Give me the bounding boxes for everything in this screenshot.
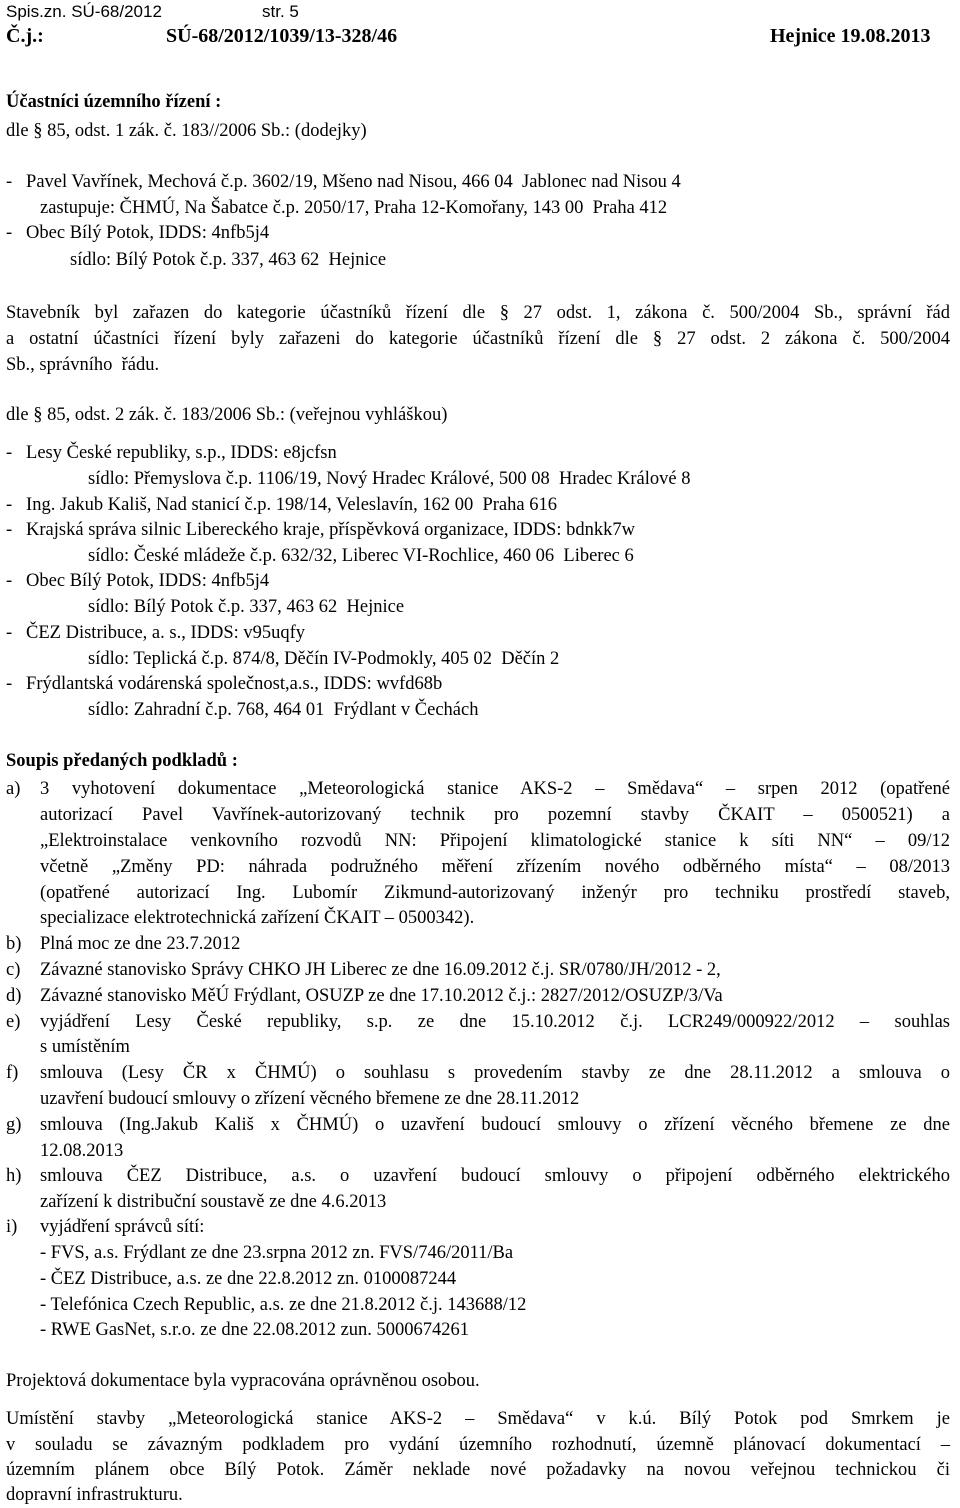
participant-line: - Frýdlantská vodárenská společnost,a.s., IDDS: wvfd68b: [6, 674, 443, 694]
item-line: - Telefónica Czech Republic, a.s. ze dne 21.8.2012 č.j. 143688/12: [40, 1295, 527, 1315]
participant-line: sídlo: Zahradní č.p. 768, 464 01 Frýdlant v Čechách: [88, 700, 479, 720]
participant-line: sídlo: Bílý Potok č.p. 337, 463 62 Hejnice: [88, 597, 405, 617]
item-line: smlouva (Ing.Jakub Kališ x ČHMÚ) o uzavření budoucí smlouvy o zřízení věcného břemene ze dne: [40, 1115, 950, 1135]
item-line: vyjádření správců sítí:: [40, 1217, 205, 1237]
item-label: c): [6, 960, 21, 980]
item-line: (opatřené autorizací Ing. Lubomír Zikmund-autorizovaný inženýr pro techniku prostředí staveb,: [40, 883, 950, 903]
reference-label: Č.j.:: [6, 25, 44, 47]
item-line: 3 vyhotovení dokumentace „Meteorologická stanice AKS-2 – Smědava“ – srpen 2012 (opatřené: [40, 779, 950, 799]
participant-line: zastupuje: ČHMÚ, Na Šabatce č.p. 2050/17, Praha 12-Komořany, 143 00 Praha 412: [40, 198, 668, 218]
item-line: s umístěním: [40, 1037, 130, 1057]
participant-line: - Pavel Vavřínek, Mechová č.p. 3602/19, Mšeno nad Nisou, 466 04 Jablonec nad Nisou 4: [6, 172, 681, 192]
umisteni-line: v souladu se závazným podkladem pro vydání územního rozhodnutí, územně plánovací dokumentací –: [6, 1435, 950, 1455]
umisteni-line: dopravní infrastrukturu.: [6, 1485, 183, 1505]
item-line: zařízení k distribuční soustavě ze dne 4.6.2013: [40, 1192, 387, 1212]
file-reference: Spis.zn. SÚ-68/2012: [6, 2, 162, 21]
builder-paragraph-line: Sb., správního řádu.: [6, 355, 160, 375]
participant-line: sídlo: Přemyslova č.p. 1106/19, Nový Hradec Králové, 500 08 Hradec Králové 8: [88, 469, 691, 489]
reference-number: SÚ-68/2012/1039/13-328/46: [166, 25, 398, 47]
group1-title: dle § 85, odst. 1 zák. č. 183//2006 Sb.: (dodejky): [6, 121, 367, 141]
umisteni-line: Umístění stavby „Meteorologická stanice AKS-2 – Smědava“ v k.ú. Bílý Potok pod Smrkem je: [6, 1409, 950, 1429]
item-line: - RWE GasNet, s.r.o. ze dne 22.08.2012 zun. 5000674261: [40, 1320, 470, 1340]
item-line: - FVS, a.s. Frýdlant ze dne 23.srpna 2012 zn. FVS/746/2011/Ba: [40, 1243, 514, 1263]
item-label: i): [6, 1217, 18, 1237]
item-line: uzavření budoucí smlouvy o zřízení věcného břemene ze dne 28.11.2012: [40, 1089, 580, 1109]
item-line: Závazné stanovisko MěÚ Frýdlant, OSUZP ze dne 17.10.2012 č.j.: 2827/2012/OSUZP/3/Va: [40, 986, 723, 1006]
item-line: - ČEZ Distribuce, a.s. ze dne 22.8.2012 zn. 0100087244: [40, 1269, 457, 1289]
participant-line: - Lesy České republiky, s.p., IDDS: e8jcfsn: [6, 443, 337, 463]
participants-title: Účastníci územního řízení :: [6, 92, 222, 112]
participant-line: - Obec Bílý Potok, IDDS: 4nfb5j4: [6, 223, 270, 243]
place-date: Hejnice 19.08.2013: [770, 25, 931, 47]
item-label: e): [6, 1012, 21, 1032]
item-line: „Elektroinstalace venkovního rozvodů NN: Připojení klimatologické stanice k síti NN“ – 09/12: [40, 831, 950, 851]
participant-line: sídlo: Teplická č.p. 874/8, Děčín IV-Podmokly, 405 02 Děčín 2: [88, 649, 560, 669]
item-line: smlouva (Lesy ČR x ČHMÚ) o souhlasu s provedením stavby ze dne 28.11.2012 a smlouva o: [40, 1063, 950, 1083]
participant-line: sídlo: České mládeže č.p. 632/32, Liberec VI-Rochlice, 460 06 Liberec 6: [88, 546, 634, 566]
item-line: vyjádření Lesy České republiky, s.p. ze dne 15.10.2012 č.j. LCR249/000922/2012 – souhlas: [40, 1012, 950, 1032]
item-line: smlouva ČEZ Distribuce, a.s. o uzavření budoucí smlouvy o připojení odběrného elektrického: [40, 1166, 950, 1186]
participant-line: - Obec Bílý Potok, IDDS: 4nfb5j4: [6, 571, 270, 591]
item-line: specializace elektrotechnická zařízení ČKAIT – 0500342).: [40, 908, 475, 928]
item-label: a): [6, 779, 21, 799]
item-line: Závazné stanovisko Správy CHKO JH Liberec ze dne 16.09.2012 č.j. SR/0780/JH/2012 - 2,: [40, 960, 721, 980]
item-line: Plná moc ze dne 23.7.2012: [40, 934, 241, 954]
item-line: autorizací Pavel Vavřínek-autorizovaný technik pro pozemní stavby ČKAIT – 0500521) a: [40, 805, 950, 825]
umisteni-line: územním plánem obce Bílý Potok. Záměr neklade nové požadavky na novou veřejnou technickou či: [6, 1460, 950, 1480]
participant-line: sídlo: Bílý Potok č.p. 337, 463 62 Hejnice: [70, 250, 387, 270]
participant-line: - Krajská správa silnic Libereckého kraje, příspěvková organizace, IDDS: bdnkk7w: [6, 520, 635, 540]
item-label: b): [6, 934, 22, 954]
item-label: d): [6, 986, 22, 1006]
item-line: 12.08.2013: [40, 1141, 124, 1161]
documents-title: Soupis předaných podkladů :: [6, 751, 238, 771]
item-label: f): [6, 1063, 19, 1083]
projekt-note: Projektová dokumentace byla vypracována oprávněnou osobou.: [6, 1371, 480, 1391]
item-label: g): [6, 1115, 22, 1135]
group2-title: dle § 85, odst. 2 zák. č. 183/2006 Sb.: (veřejnou vyhláškou): [6, 405, 448, 425]
item-line: včetně „Změny PD: náhrada podružného měření zřízením nového odběrného místa“ – 08/2013: [40, 857, 950, 877]
page-number: str. 5: [262, 2, 299, 21]
item-label: h): [6, 1166, 22, 1186]
builder-paragraph-line: Stavebník byl zařazen do kategorie účastníků řízení dle § 27 odst. 1, zákona č. 500/2004 Sb., správní řád: [6, 303, 950, 323]
participant-line: - Ing. Jakub Kališ, Nad stanicí č.p. 198/14, Veleslavín, 162 00 Praha 616: [6, 495, 557, 515]
builder-paragraph-line: a ostatní účastníci řízení byly zařazeni do kategorie účastníků řízení dle § 27 odst. 2 zákona č. 500/2004: [6, 329, 950, 349]
participant-line: - ČEZ Distribuce, a. s., IDDS: v95uqfy: [6, 623, 306, 643]
